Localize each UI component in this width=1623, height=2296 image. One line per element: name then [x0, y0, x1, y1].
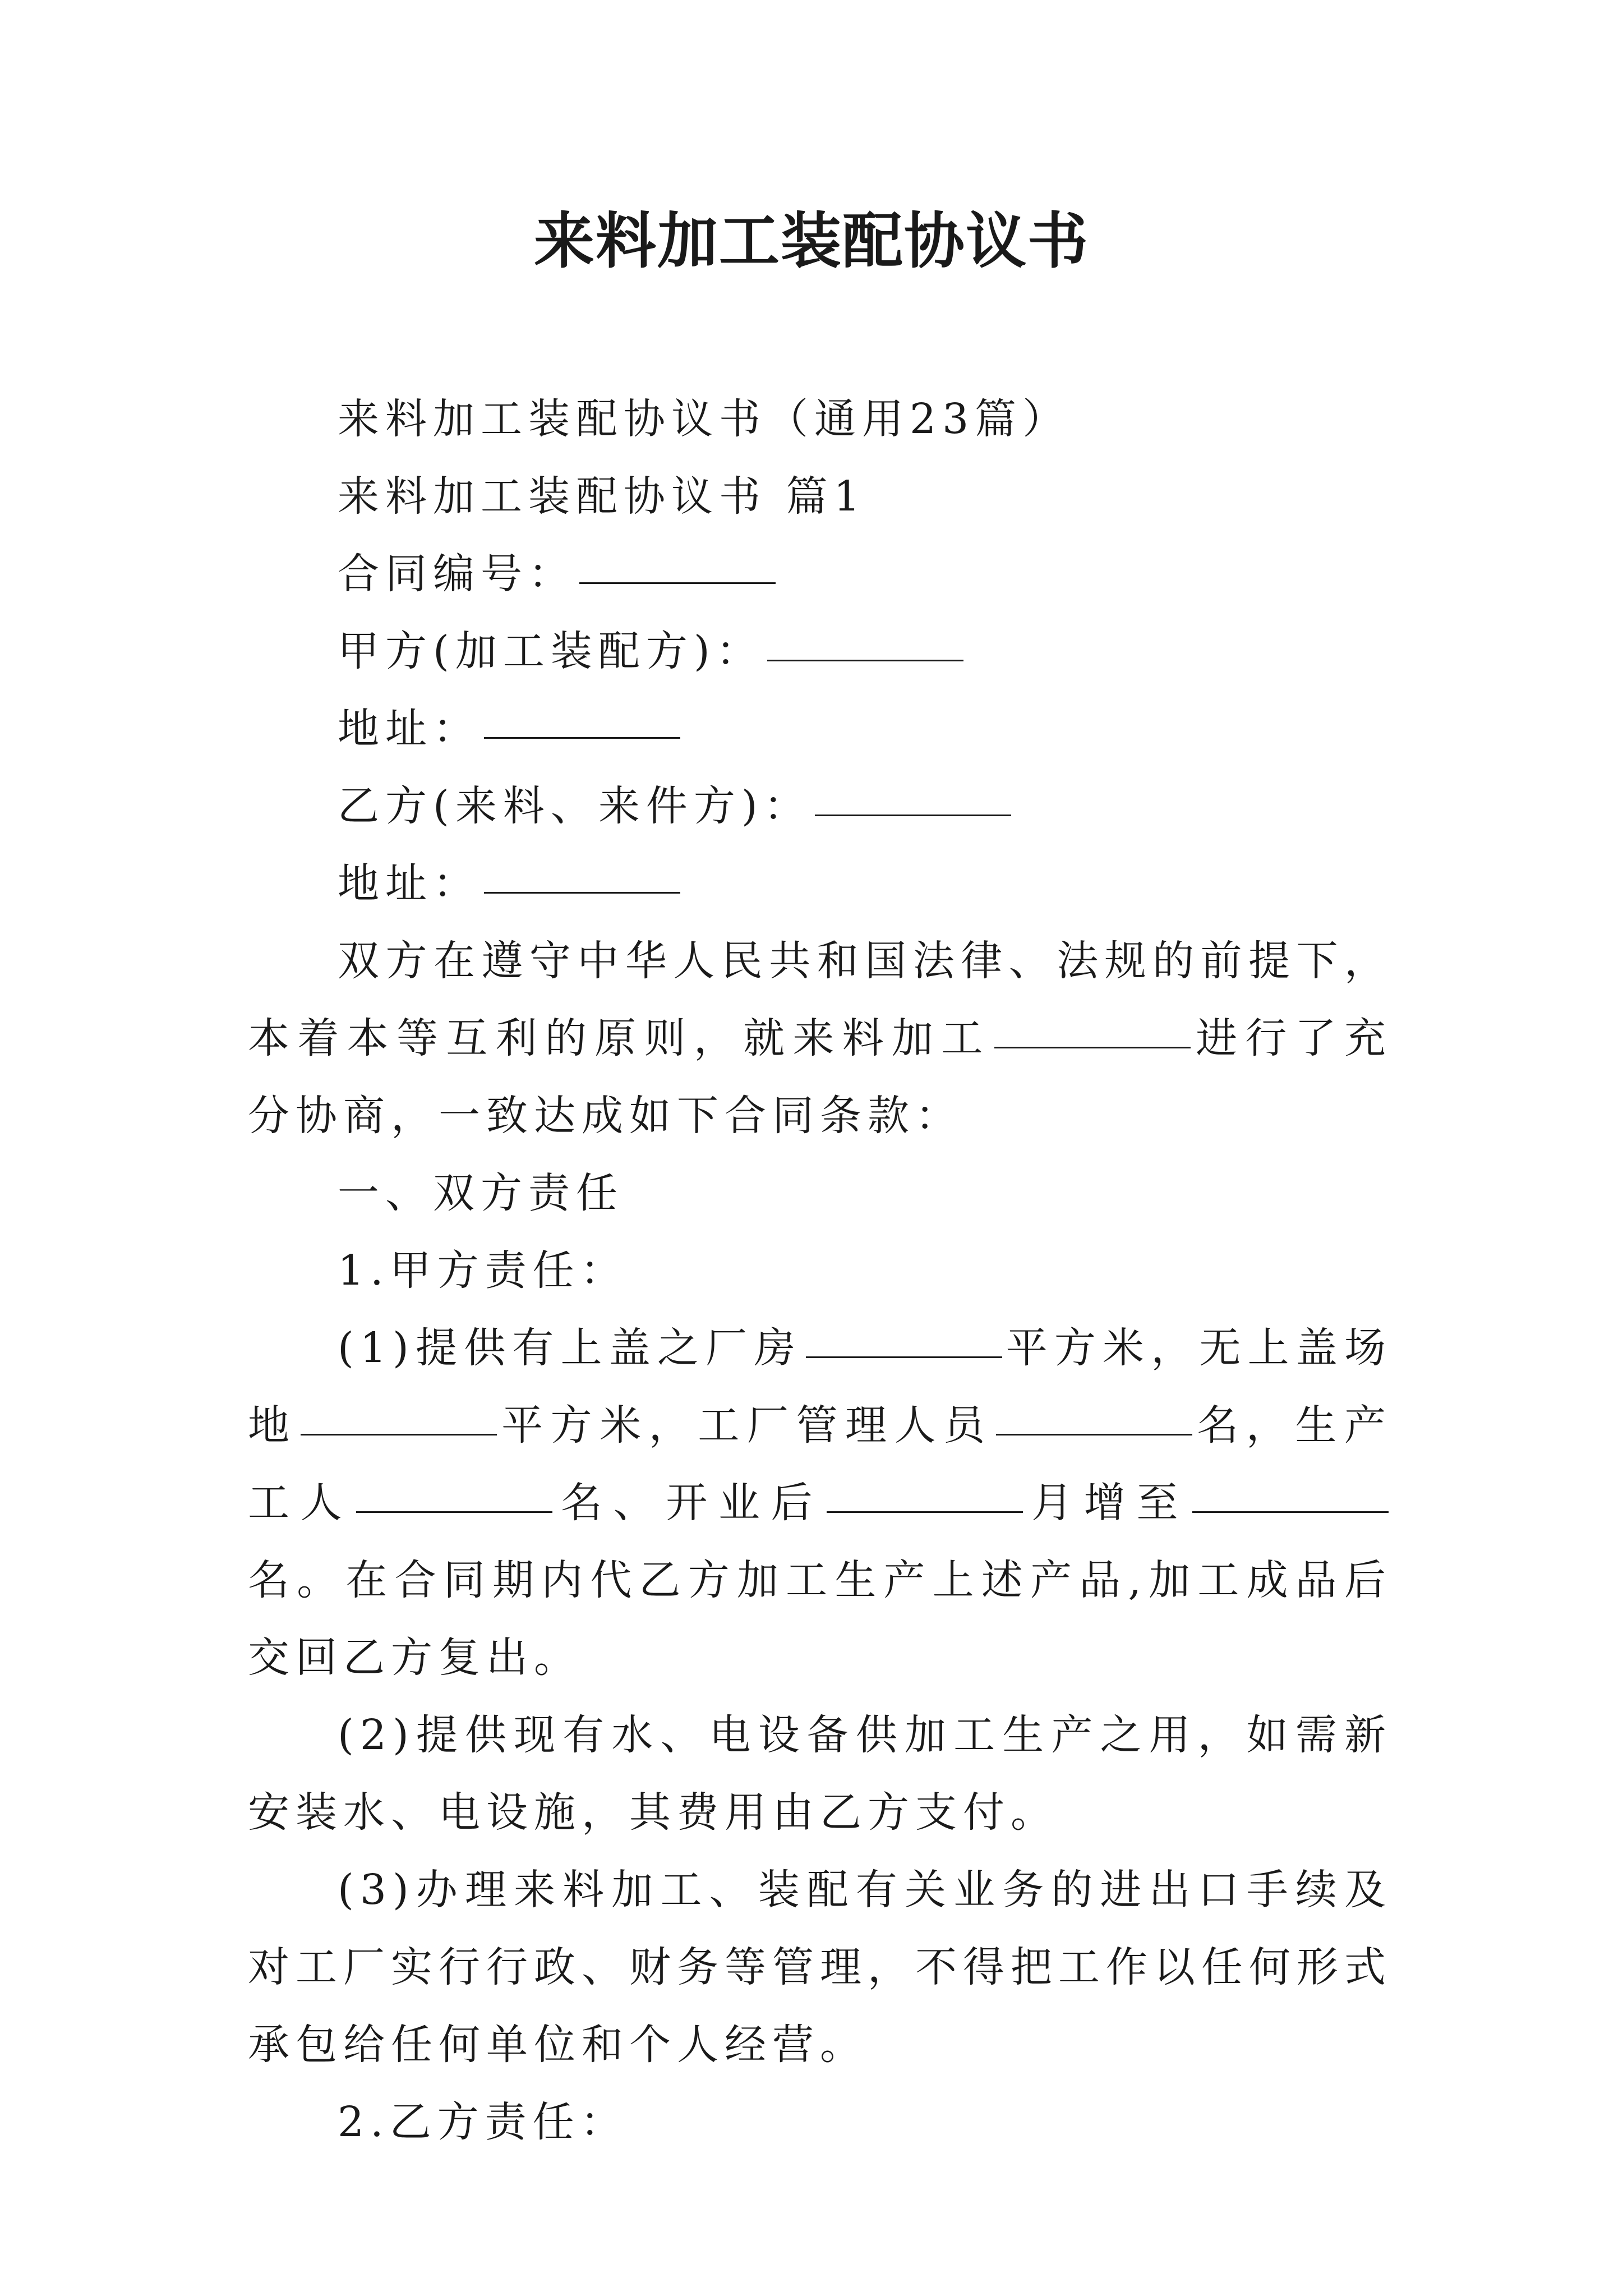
- paragraph-text: 月增至: [1026, 1479, 1189, 1527]
- paragraph-text: 1.甲方责任：: [338, 1246, 628, 1295]
- blank-field: [806, 1356, 1002, 1358]
- blank-field: [996, 1433, 1192, 1435]
- paragraph-text: 名、开业后: [556, 1479, 824, 1527]
- paragraph: [248, 1851, 1392, 2083]
- paragraph-text: (3)办理来料加工、装配有关业务的进出口手续及对工厂实行行政、财务等管理，不得把工作以任何形式承包给任何单位和个人经营。: [248, 1866, 1392, 2069]
- blank-field: [767, 659, 963, 661]
- paragraph-text: 地址：: [338, 705, 481, 753]
- paragraph-text: 2.乙方责任：: [338, 2098, 628, 2146]
- paragraph-text: 一、双方责任: [338, 1169, 624, 1217]
- paragraph-text: 名。在合同期内代乙方加工生产上述产品,加工成品后交回乙方复出。: [248, 1556, 1392, 1682]
- paragraph-text: 乙方(来料、来件方)：: [338, 782, 811, 830]
- blank-field: [994, 1046, 1191, 1048]
- paragraph-text: 双方在遵守中华人民共和国法律、法规的前提下，本着本等互利的原则，就来料加工: [248, 937, 1392, 1062]
- paragraph: [248, 1232, 1392, 1309]
- paragraph-text: 合同编号：: [338, 550, 576, 598]
- paragraph: [248, 458, 1392, 535]
- paragraph-text: (2)提供现有水、电设备供加工生产之用，如需新安装水、电设施，其费用由乙方支付。: [248, 1711, 1392, 1837]
- paragraph: [248, 2083, 1392, 2161]
- paragraph: [248, 380, 1392, 458]
- paragraph-text: 名，生产工人: [248, 1401, 1392, 1527]
- paragraph-text: 来料加工装配协议书（通用23篇）: [338, 395, 1071, 443]
- paragraph: [248, 845, 1392, 922]
- document-title: 来料加工装配协议书: [533, 206, 1089, 277]
- paragraph-text: 平方米，无上盖场地: [248, 1324, 1392, 1450]
- paragraph: [248, 1696, 1392, 1851]
- blank-field: [579, 582, 776, 584]
- blank-field: [356, 1511, 552, 1513]
- blank-field: [484, 891, 680, 894]
- paragraph: [248, 1309, 1392, 1696]
- blank-field: [484, 737, 680, 739]
- paragraph-text: (1)提供有上盖之厂房: [338, 1324, 803, 1372]
- paragraph: [248, 690, 1392, 767]
- paragraph: [248, 922, 1392, 1154]
- blank-field: [827, 1511, 1023, 1513]
- paragraph: [248, 767, 1392, 845]
- paragraph-text: 进行了充分协商，一致达成如下合同条款：: [248, 1014, 1393, 1140]
- blank-field: [301, 1433, 497, 1435]
- paragraph-text: 甲方(加工装配方)：: [338, 627, 764, 675]
- paragraph: [248, 1154, 1392, 1232]
- blank-field: [815, 814, 1011, 816]
- paragraph-text: 地址：: [338, 859, 481, 908]
- paragraph-text: 平方米，工厂管理人员: [500, 1401, 993, 1450]
- paragraph: [248, 613, 1392, 690]
- blank-field: [1192, 1511, 1389, 1513]
- document-body: [248, 380, 1392, 2161]
- paragraph: [248, 535, 1392, 613]
- paragraph-text: 来料加工装配协议书 篇1: [338, 472, 866, 521]
